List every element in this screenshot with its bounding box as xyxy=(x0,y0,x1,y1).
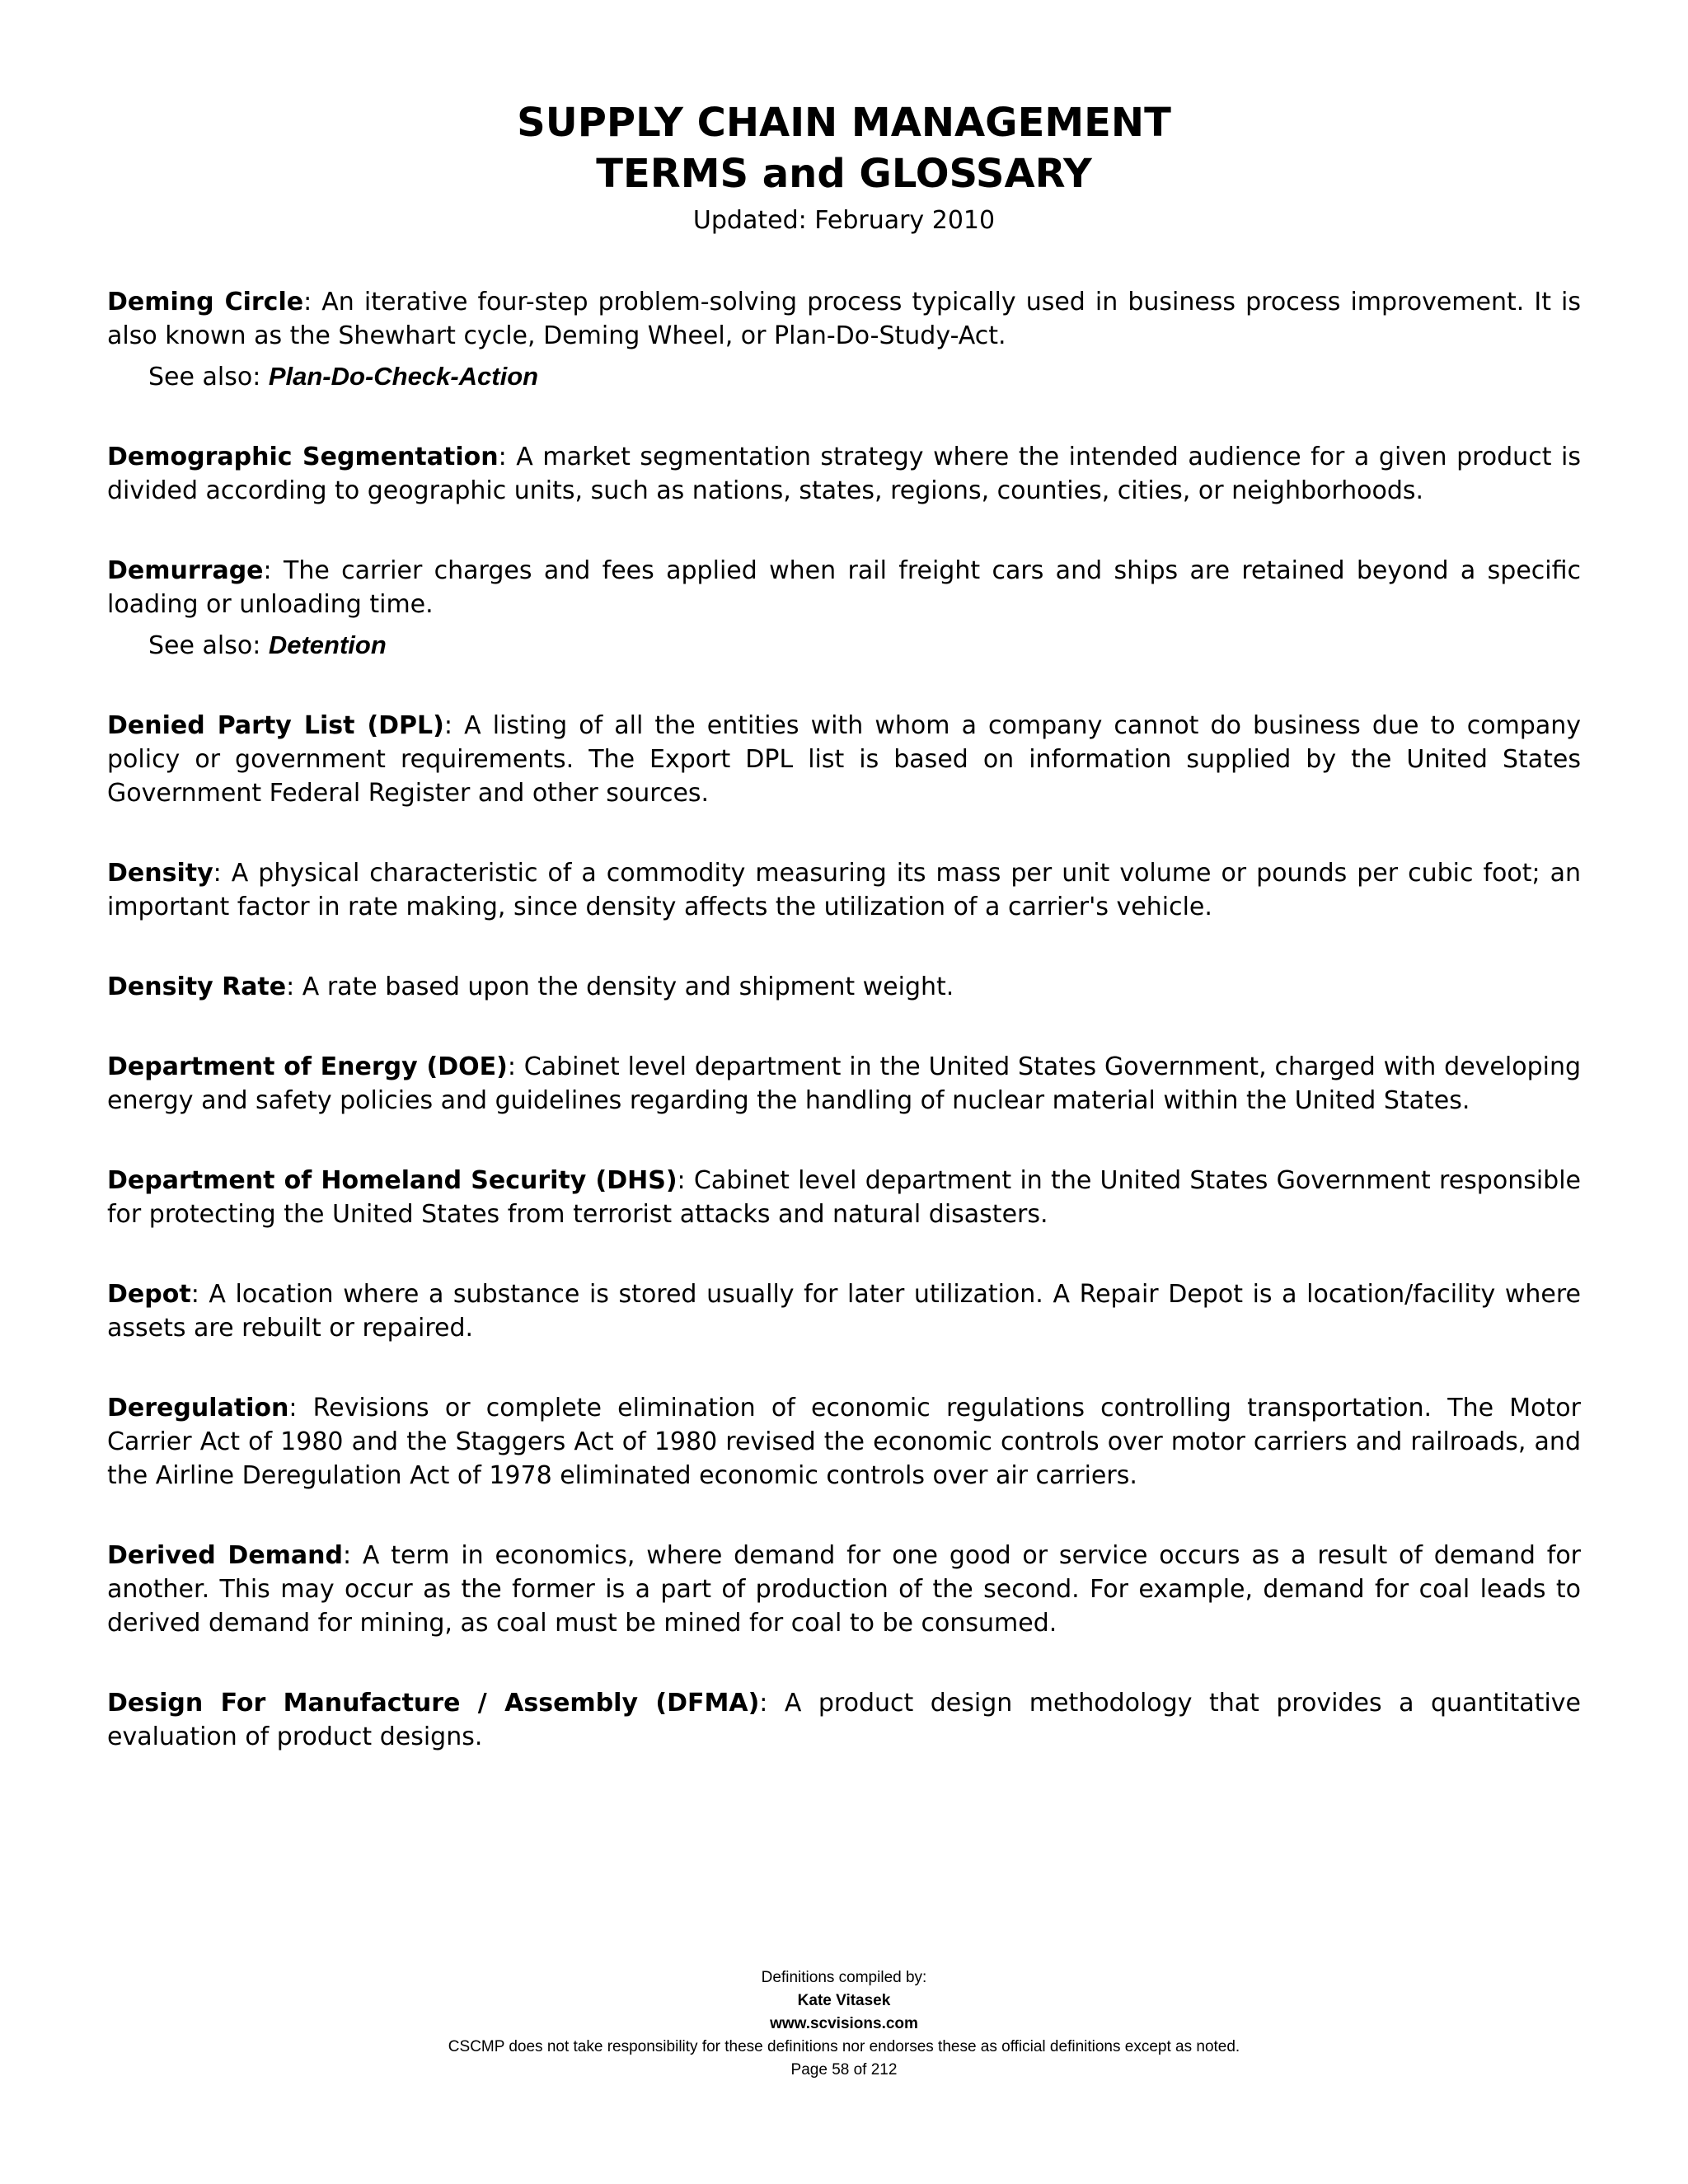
document-header xyxy=(0,97,1688,239)
glossary-entry-deregulation xyxy=(107,1391,1581,1493)
see-also-link[interactable]: Detention xyxy=(268,630,387,659)
entry-term: Density Rate xyxy=(107,972,287,1001)
entry-term: Derived Demand xyxy=(107,1541,344,1570)
glossary-entry-design-for-manufacture xyxy=(107,1686,1581,1754)
entry-text xyxy=(107,709,1581,810)
entry-term: Department of Homeland Security (DHS) xyxy=(107,1166,678,1195)
entry-term: Demographic Segmentation xyxy=(107,443,499,471)
glossary-entry-denied-party-list xyxy=(107,709,1581,810)
footer-page-number: Page 58 of 212 xyxy=(790,2061,898,2079)
entry-definition: : A rate based upon the density and shipment weight. xyxy=(286,972,954,1001)
entry-definition: : A market segmentation strategy where the intended audience for a given product is divided according to geographic units, such as nations, states, regions, counties, cities, or neighborhoods. xyxy=(107,443,1581,505)
glossary-entry-demurrage xyxy=(107,554,1581,663)
entry-text xyxy=(107,1277,1581,1345)
entry-definition: : A term in economics, where demand for one good or service occurs as a result of demand for another. This may occur as the former is a part of production of the second. For example, demand for coal leads to derived demand for mining, as coal must be mined for coal to be consumed. xyxy=(107,1541,1582,1638)
entry-definition: : A physical characteristic of a commodity measuring its mass per unit volume or pounds per cubic foot; an important factor in rate making, since density affects the utilization of a carrier's vehicle. xyxy=(107,859,1581,921)
title-line-1: SUPPLY CHAIN MANAGEMENT xyxy=(517,100,1171,146)
entry-definition: : An iterative four-step problem-solving process typically used in business process improvement. It is also known as the Shewhart cycle, Deming Wheel, or Plan-Do-Study-Act. xyxy=(107,288,1581,350)
entry-term: Denied Party List (DPL) xyxy=(107,711,444,740)
entry-definition: : Revisions or complete elimination of economic regulations controlling transportation. The Motor Carrier Act of 1980 and the Staggers Act of 1980 revised the economic controls over motor carriers and railroads, and the Airline Deregulation Act of 1978 eliminated economic controls over air carriers. xyxy=(107,1394,1581,1490)
entry-term: Department of Energy (DOE) xyxy=(107,1052,508,1081)
document-footer xyxy=(0,1966,1688,2082)
glossary-entry-demographic-segmentation xyxy=(107,440,1581,508)
glossary-entry-department-of-homeland-security xyxy=(107,1164,1581,1231)
entry-text xyxy=(107,440,1581,508)
entry-text xyxy=(107,1539,1581,1640)
footer-compiled-by: Definitions compiled by: xyxy=(761,1969,927,1986)
entry-term: Demurrage xyxy=(107,556,264,585)
glossary-content xyxy=(107,285,1581,1800)
entry-text xyxy=(107,856,1581,924)
see-also-label: See also: xyxy=(148,631,269,660)
entry-definition: : The carrier charges and fees applied when rail freight cars and ships are retained beyond a specific loading or unloading time. xyxy=(107,556,1581,619)
title-line-2: TERMS and GLOSSARY xyxy=(596,151,1092,197)
see-also xyxy=(148,628,1581,663)
entry-definition: : Cabinet level department in the United States Government, charged with developing energy and safety policies and guidelines regarding the handling of nuclear material within the United States. xyxy=(107,1052,1581,1115)
footer-author: Kate Vitasek xyxy=(797,1992,891,2009)
updated-date: Updated: February 2010 xyxy=(692,206,996,235)
entry-term: Density xyxy=(107,859,213,888)
entry-text xyxy=(107,970,1581,1004)
footer-website-link[interactable]: www.scvisions.com xyxy=(770,2015,918,2032)
see-also-link[interactable]: Plan-Do-Check-Action xyxy=(268,362,539,391)
glossary-entry-density-rate xyxy=(107,970,1581,1004)
entry-term: Depot xyxy=(107,1280,191,1309)
entry-definition: : A product design methodology that provides a quantitative evaluation of product designs. xyxy=(107,1689,1581,1751)
entry-term: Deming Circle xyxy=(107,288,304,316)
entry-definition: : A location where a substance is stored usually for later utilization. A Repair Depot is a location/facility where assets are rebuilt or repaired. xyxy=(107,1280,1581,1343)
entry-term: Deregulation xyxy=(107,1394,289,1422)
footer-disclaimer: CSCMP does not take responsibility for these definitions nor endorses these as official definitions except as noted. xyxy=(448,2038,1240,2055)
entry-text xyxy=(107,1686,1581,1754)
entry-text xyxy=(107,1164,1581,1231)
entry-text xyxy=(107,285,1581,353)
glossary-entry-density xyxy=(107,856,1581,924)
entry-definition: : Cabinet level department in the United States Government responsible for protecting the United States from terrorist attacks and natural disasters. xyxy=(107,1166,1582,1229)
entry-text xyxy=(107,1391,1581,1493)
entry-definition: : A listing of all the entities with whom a company cannot do business due to company policy or government requirements. The Export DPL list is based on information supplied by the United States Government Federal Register and other sources. xyxy=(107,711,1581,808)
glossary-entry-department-of-energy xyxy=(107,1050,1581,1118)
glossary-entry-depot xyxy=(107,1277,1581,1345)
entry-term: Design For Manufacture / Assembly (DFMA) xyxy=(107,1689,760,1718)
see-also-label: See also: xyxy=(148,363,269,391)
see-also xyxy=(148,359,1581,394)
entry-text xyxy=(107,554,1581,621)
glossary-entry-deming-circle xyxy=(107,285,1581,394)
glossary-entry-derived-demand xyxy=(107,1539,1581,1640)
entry-text xyxy=(107,1050,1581,1118)
